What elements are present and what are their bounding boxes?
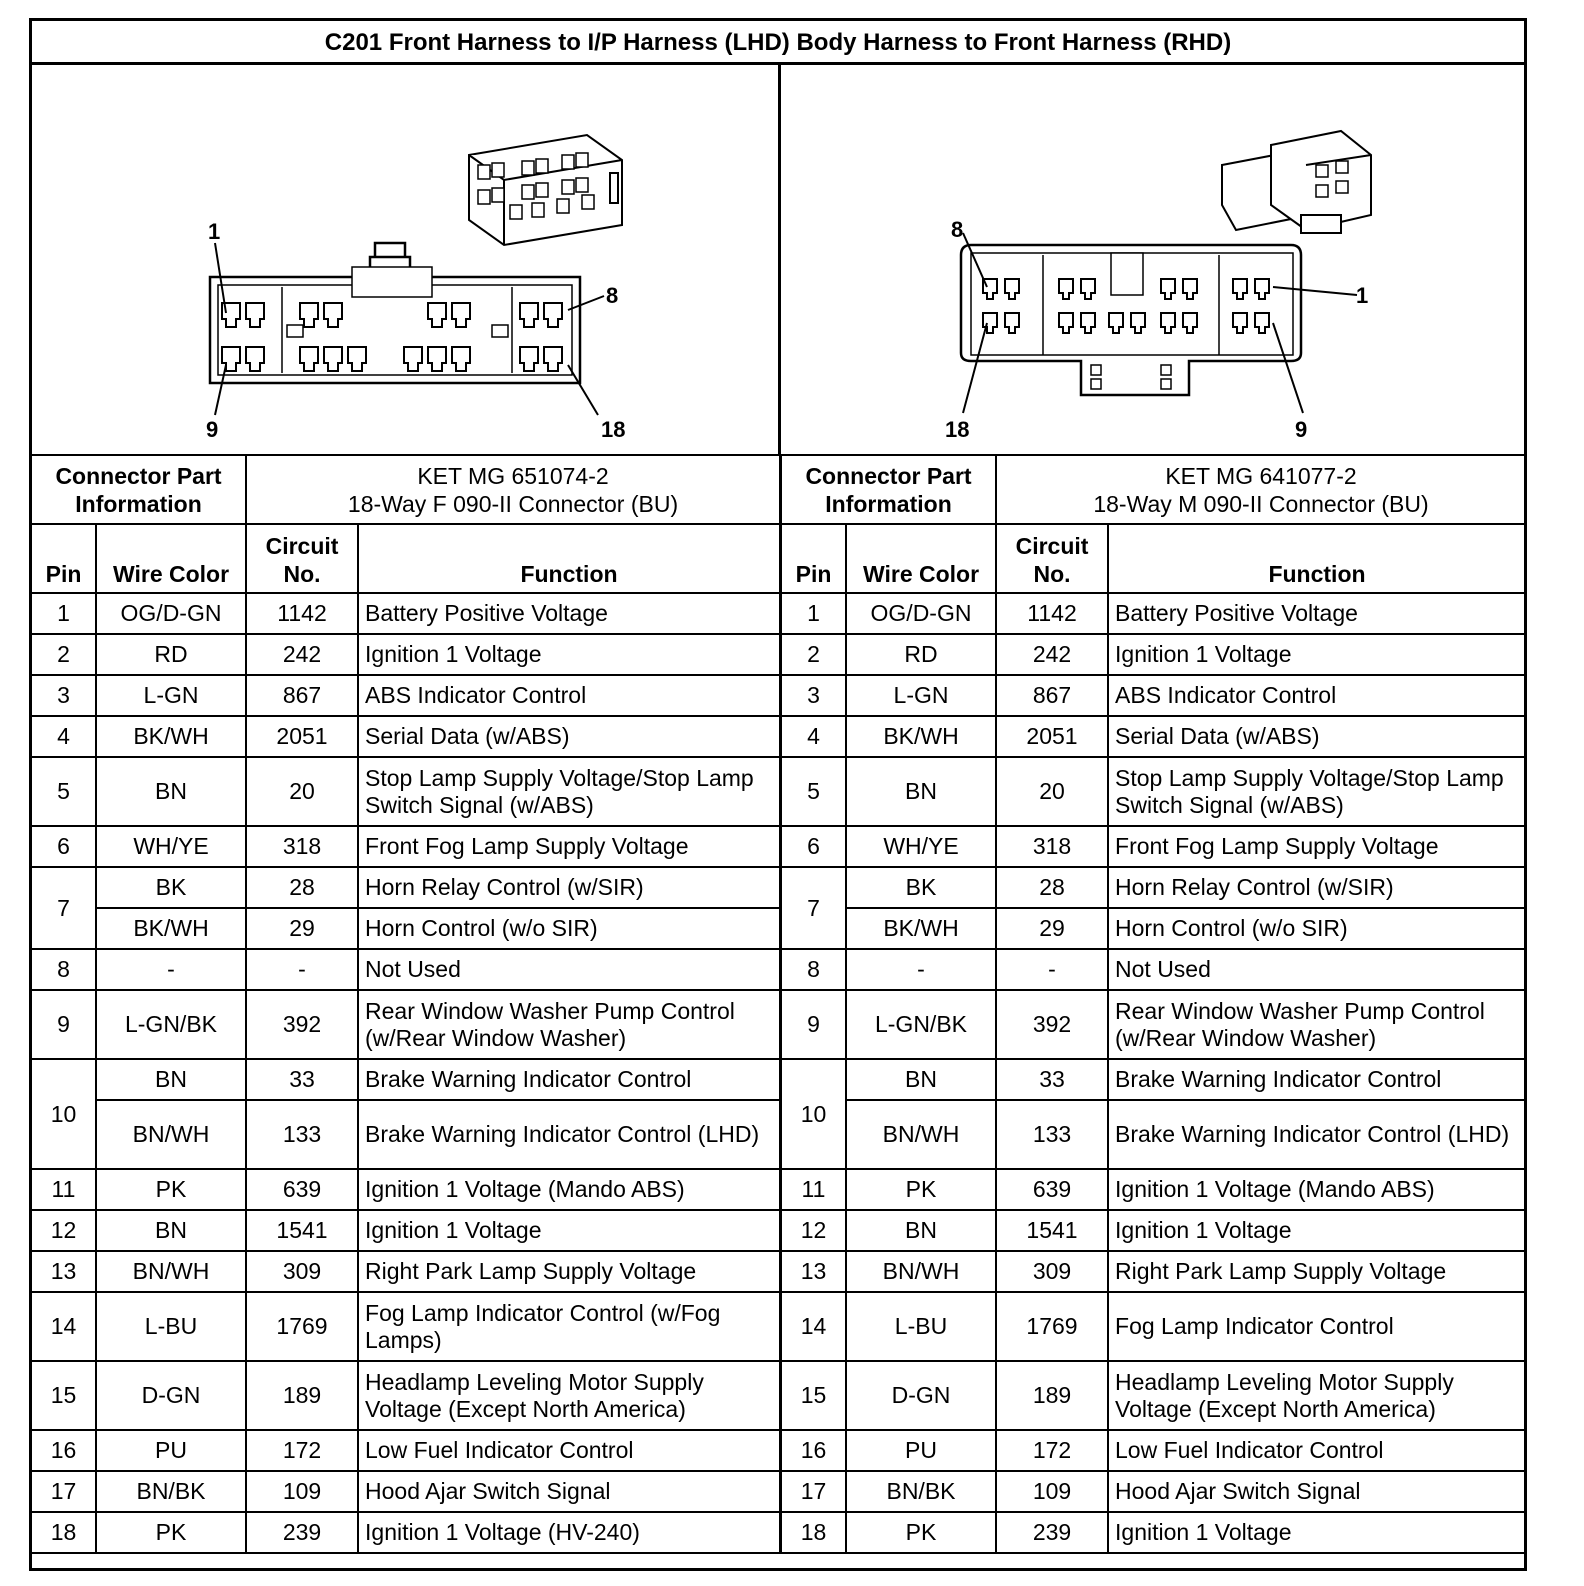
- function-cell: Right Park Lamp Supply Voltage: [1108, 1251, 1526, 1292]
- wire-color-cell: BK/WH: [846, 716, 996, 757]
- circuit-cell: 318: [246, 826, 358, 867]
- table-row: [781, 634, 1526, 675]
- table-row: [31, 634, 780, 675]
- circuit-cell: 1142: [996, 593, 1108, 634]
- table-row: [31, 1100, 780, 1169]
- circuit-cell: 29: [996, 908, 1108, 949]
- circuit-cell: 33: [996, 1059, 1108, 1100]
- function-cell: Headlamp Leveling Motor Supply Voltage (Except North America): [358, 1361, 780, 1430]
- table-row: [31, 1251, 780, 1292]
- connector-sheet: [29, 18, 1527, 1571]
- pin-label-1: 1: [208, 219, 221, 244]
- pin-label-8: 8: [951, 217, 964, 242]
- part-number: KET MG 641077-2: [1165, 462, 1357, 489]
- wire-color-cell: BN/WH: [846, 1100, 996, 1169]
- function-cell: Ignition 1 Voltage: [1108, 1512, 1526, 1553]
- pin-cell: 16: [781, 1430, 846, 1471]
- function-cell: Ignition 1 Voltage: [1108, 634, 1526, 675]
- pin-label-1: 1: [1356, 283, 1369, 308]
- table-row: [31, 675, 780, 716]
- table-row: [31, 716, 780, 757]
- table-row: [31, 949, 780, 990]
- circuit-cell: 867: [246, 675, 358, 716]
- function-cell: Horn Relay Control (w/SIR): [358, 867, 780, 908]
- circuit-cell: 133: [996, 1100, 1108, 1169]
- function-cell: Not Used: [1108, 949, 1526, 990]
- header-circuit-line1: Circuit: [1015, 533, 1089, 559]
- pin-cell: 5: [781, 757, 846, 826]
- table-row: [781, 1059, 1526, 1100]
- table-row: [781, 990, 1526, 1059]
- pin-cell: 14: [781, 1292, 846, 1361]
- wire-color-cell: -: [96, 949, 246, 990]
- pin-cell: 11: [781, 1169, 846, 1210]
- circuit-cell: 33: [246, 1059, 358, 1100]
- circuit-cell: 1769: [246, 1292, 358, 1361]
- circuit-cell: 109: [996, 1471, 1108, 1512]
- header-circuit-line1: Circuit: [265, 533, 339, 559]
- right-connector-diagram: [781, 65, 1524, 454]
- circuit-cell: 20: [246, 757, 358, 826]
- header-function: Function: [358, 524, 780, 593]
- function-cell: Brake Warning Indicator Control (LHD): [1108, 1100, 1526, 1169]
- header-circuit-line2: No.: [283, 561, 321, 587]
- function-cell: Fog Lamp Indicator Control (w/Fog Lamps): [358, 1292, 780, 1361]
- pin-label-18: 18: [601, 417, 626, 442]
- pin-cell: 8: [31, 949, 96, 990]
- function-cell: Ignition 1 Voltage: [358, 634, 780, 675]
- circuit-cell: 29: [246, 908, 358, 949]
- pin-cell: 12: [31, 1210, 96, 1251]
- wire-color-cell: BN/BK: [846, 1471, 996, 1512]
- table-row: [781, 1169, 1526, 1210]
- function-cell: Battery Positive Voltage: [1108, 593, 1526, 634]
- wire-color-cell: RD: [846, 634, 996, 675]
- wire-color-cell: L-GN/BK: [846, 990, 996, 1059]
- wire-color-cell: RD: [96, 634, 246, 675]
- part-info-label: Connector Part Information: [31, 455, 246, 524]
- pin-cell: 18: [31, 1512, 96, 1553]
- connector-3d-icon: [469, 135, 622, 245]
- wire-color-cell: BK: [96, 867, 246, 908]
- pin-cell: 10: [781, 1059, 846, 1169]
- wire-color-cell: L-BU: [846, 1292, 996, 1361]
- male-connector-drawing: [781, 65, 1524, 454]
- function-cell: Serial Data (w/ABS): [358, 716, 780, 757]
- function-cell: Ignition 1 Voltage (HV-240): [358, 1512, 780, 1553]
- circuit-cell: 2051: [996, 716, 1108, 757]
- wire-color-cell: BN: [96, 1059, 246, 1100]
- part-number-cell: [996, 455, 1526, 524]
- pin-cell: 13: [781, 1251, 846, 1292]
- wire-color-cell: PK: [96, 1512, 246, 1553]
- table-row: [781, 1292, 1526, 1361]
- wire-color-cell: OG/D-GN: [846, 593, 996, 634]
- table-row: [31, 1210, 780, 1251]
- table-row: [781, 1430, 1526, 1471]
- function-cell: Brake Warning Indicator Control: [1108, 1059, 1526, 1100]
- function-cell: Right Park Lamp Supply Voltage: [358, 1251, 780, 1292]
- pin-cell: 1: [31, 593, 96, 634]
- wire-color-cell: -: [846, 949, 996, 990]
- table-row: [31, 1512, 780, 1553]
- table-row: [31, 593, 780, 634]
- part-info-label: Connector Part Information: [781, 455, 996, 524]
- circuit-cell: 239: [996, 1512, 1108, 1553]
- wire-color-cell: L-GN/BK: [96, 990, 246, 1059]
- pin-cell: 6: [31, 826, 96, 867]
- wire-color-cell: BK/WH: [96, 908, 246, 949]
- wire-color-cell: OG/D-GN: [96, 593, 246, 634]
- pin-cell: 9: [31, 990, 96, 1059]
- function-cell: Headlamp Leveling Motor Supply Voltage (Except North America): [1108, 1361, 1526, 1430]
- wire-color-cell: PU: [96, 1430, 246, 1471]
- pin-cell: 4: [781, 716, 846, 757]
- circuit-cell: -: [246, 949, 358, 990]
- wire-color-cell: BK: [846, 867, 996, 908]
- circuit-cell: 172: [246, 1430, 358, 1471]
- female-connector-drawing: [32, 65, 778, 454]
- wire-color-cell: PK: [846, 1169, 996, 1210]
- circuit-cell: 1142: [246, 593, 358, 634]
- function-cell: Front Fog Lamp Supply Voltage: [358, 826, 780, 867]
- pin-label-18: 18: [945, 417, 970, 442]
- pin-cell: 2: [781, 634, 846, 675]
- pin-cell: 10: [31, 1059, 96, 1169]
- header-function: Function: [1108, 524, 1526, 593]
- wire-color-cell: BN: [846, 1059, 996, 1100]
- circuit-cell: 392: [246, 990, 358, 1059]
- table-row: [781, 826, 1526, 867]
- pin-cell: 5: [31, 757, 96, 826]
- table-row: [31, 1430, 780, 1471]
- function-cell: Ignition 1 Voltage: [358, 1210, 780, 1251]
- pin-cell: 17: [781, 1471, 846, 1512]
- column-header-row: [781, 524, 1526, 593]
- table-row: [781, 716, 1526, 757]
- table-row: [31, 1361, 780, 1430]
- pin-cell: 8: [781, 949, 846, 990]
- circuit-cell: 1769: [996, 1292, 1108, 1361]
- left-connector-diagram: [32, 65, 781, 454]
- column-header-row: [31, 524, 780, 593]
- pin-cell: 7: [31, 867, 96, 949]
- wire-color-cell: BN: [846, 757, 996, 826]
- wire-color-cell: D-GN: [96, 1361, 246, 1430]
- left-pinout-table: [30, 454, 781, 1554]
- table-row: [781, 1251, 1526, 1292]
- circuit-cell: 172: [996, 1430, 1108, 1471]
- circuit-cell: 318: [996, 826, 1108, 867]
- function-cell: Horn Control (w/o SIR): [1108, 908, 1526, 949]
- function-cell: Front Fog Lamp Supply Voltage: [1108, 826, 1526, 867]
- pin-cell: 11: [31, 1169, 96, 1210]
- table-row: [781, 1471, 1526, 1512]
- pin-cell: 18: [781, 1512, 846, 1553]
- circuit-cell: 20: [996, 757, 1108, 826]
- table-row: [31, 826, 780, 867]
- wire-color-cell: PU: [846, 1430, 996, 1471]
- pin-cell: 13: [31, 1251, 96, 1292]
- page-title: C201 Front Harness to I/P Harness (LHD) Body Harness to Front Harness (RHD): [32, 21, 1524, 65]
- right-pinout-table: [780, 454, 1527, 1554]
- wire-color-cell: D-GN: [846, 1361, 996, 1430]
- connector-3d-icon: [1222, 131, 1371, 233]
- circuit-cell: 189: [996, 1361, 1108, 1430]
- function-cell: Battery Positive Voltage: [358, 593, 780, 634]
- part-info-row: [781, 455, 1526, 524]
- circuit-cell: 639: [246, 1169, 358, 1210]
- wire-color-cell: BN/WH: [96, 1251, 246, 1292]
- header-wire-color: Wire Color: [846, 524, 996, 593]
- table-row: [781, 1361, 1526, 1430]
- table-row: [781, 1512, 1526, 1553]
- pin-cell: 15: [781, 1361, 846, 1430]
- function-cell: ABS Indicator Control: [1108, 675, 1526, 716]
- table-row: [31, 1292, 780, 1361]
- pin-cell: 4: [31, 716, 96, 757]
- part-number-cell: [246, 455, 780, 524]
- table-row: [31, 990, 780, 1059]
- pin-cell: 1: [781, 593, 846, 634]
- function-cell: Hood Ajar Switch Signal: [358, 1471, 780, 1512]
- header-wire-color: Wire Color: [96, 524, 246, 593]
- function-cell: Brake Warning Indicator Control (LHD): [358, 1100, 780, 1169]
- wire-color-cell: BN/BK: [96, 1471, 246, 1512]
- pin-cell: 7: [781, 867, 846, 949]
- function-cell: Serial Data (w/ABS): [1108, 716, 1526, 757]
- pin-label-8: 8: [606, 283, 619, 308]
- wire-color-cell: BN: [96, 1210, 246, 1251]
- wire-color-cell: WH/YE: [96, 826, 246, 867]
- wire-color-cell: L-BU: [96, 1292, 246, 1361]
- wire-color-cell: BN: [846, 1210, 996, 1251]
- circuit-cell: 189: [246, 1361, 358, 1430]
- circuit-cell: 239: [246, 1512, 358, 1553]
- table-row: [781, 949, 1526, 990]
- table-row: [31, 1471, 780, 1512]
- wire-color-cell: WH/YE: [846, 826, 996, 867]
- function-cell: Not Used: [358, 949, 780, 990]
- table-row: [781, 1100, 1526, 1169]
- wire-color-cell: BK/WH: [96, 716, 246, 757]
- table-row: [31, 1169, 780, 1210]
- wire-color-cell: BN: [96, 757, 246, 826]
- wire-color-cell: BK/WH: [846, 908, 996, 949]
- function-cell: Ignition 1 Voltage: [1108, 1210, 1526, 1251]
- header-circuit: [246, 524, 358, 593]
- table-row: [781, 757, 1526, 826]
- table-row: [781, 1210, 1526, 1251]
- circuit-cell: 867: [996, 675, 1108, 716]
- circuit-cell: 1541: [246, 1210, 358, 1251]
- function-cell: Brake Warning Indicator Control: [358, 1059, 780, 1100]
- circuit-cell: 242: [996, 634, 1108, 675]
- function-cell: Hood Ajar Switch Signal: [1108, 1471, 1526, 1512]
- circuit-cell: 109: [246, 1471, 358, 1512]
- wire-color-cell: PK: [846, 1512, 996, 1553]
- circuit-cell: 2051: [246, 716, 358, 757]
- function-cell: Rear Window Washer Pump Control (w/Rear Window Washer): [358, 990, 780, 1059]
- function-cell: Low Fuel Indicator Control: [1108, 1430, 1526, 1471]
- function-cell: Fog Lamp Indicator Control: [1108, 1292, 1526, 1361]
- table-row: [781, 593, 1526, 634]
- header-pin: Pin: [781, 524, 846, 593]
- header-circuit: [996, 524, 1108, 593]
- pin-label-9: 9: [1295, 417, 1308, 442]
- header-pin: Pin: [31, 524, 96, 593]
- circuit-cell: 133: [246, 1100, 358, 1169]
- circuit-cell: 242: [246, 634, 358, 675]
- circuit-cell: 1541: [996, 1210, 1108, 1251]
- pin-cell: 16: [31, 1430, 96, 1471]
- table-row: [31, 757, 780, 826]
- function-cell: Horn Control (w/o SIR): [358, 908, 780, 949]
- pin-cell: 12: [781, 1210, 846, 1251]
- part-description: 18-Way M 090-II Connector (BU): [1093, 490, 1429, 517]
- function-cell: Stop Lamp Supply Voltage/Stop Lamp Switch Signal (w/ABS): [358, 757, 780, 826]
- table-row: [781, 675, 1526, 716]
- wire-color-cell: PK: [96, 1169, 246, 1210]
- table-row: [31, 867, 780, 908]
- part-description: 18-Way F 090-II Connector (BU): [347, 490, 679, 517]
- pin-cell: 2: [31, 634, 96, 675]
- circuit-cell: 309: [246, 1251, 358, 1292]
- pin-label-9: 9: [206, 417, 219, 442]
- function-cell: ABS Indicator Control: [358, 675, 780, 716]
- pin-cell: 9: [781, 990, 846, 1059]
- circuit-cell: 639: [996, 1169, 1108, 1210]
- pin-cell: 3: [31, 675, 96, 716]
- wire-color-cell: L-GN: [846, 675, 996, 716]
- function-cell: Low Fuel Indicator Control: [358, 1430, 780, 1471]
- table-row: [31, 908, 780, 949]
- pin-cell: 3: [781, 675, 846, 716]
- pin-cell: 14: [31, 1292, 96, 1361]
- function-cell: Horn Relay Control (w/SIR): [1108, 867, 1526, 908]
- pin-cell: 6: [781, 826, 846, 867]
- function-cell: Rear Window Washer Pump Control (w/Rear Window Washer): [1108, 990, 1526, 1059]
- pin-cell: 15: [31, 1361, 96, 1430]
- circuit-cell: 28: [996, 867, 1108, 908]
- pin-cell: 17: [31, 1471, 96, 1512]
- part-number: KET MG 651074-2: [417, 462, 609, 489]
- wire-color-cell: L-GN: [96, 675, 246, 716]
- table-row: [31, 1059, 780, 1100]
- circuit-cell: 392: [996, 990, 1108, 1059]
- wire-color-cell: BN/WH: [846, 1251, 996, 1292]
- table-row: [781, 908, 1526, 949]
- circuit-cell: -: [996, 949, 1108, 990]
- function-cell: Ignition 1 Voltage (Mando ABS): [1108, 1169, 1526, 1210]
- function-cell: Stop Lamp Supply Voltage/Stop Lamp Switch Signal (w/ABS): [1108, 757, 1526, 826]
- table-row: [781, 867, 1526, 908]
- function-cell: Ignition 1 Voltage (Mando ABS): [358, 1169, 780, 1210]
- header-circuit-line2: No.: [1033, 561, 1071, 587]
- wire-color-cell: BN/WH: [96, 1100, 246, 1169]
- circuit-cell: 28: [246, 867, 358, 908]
- part-info-row: [31, 455, 780, 524]
- circuit-cell: 309: [996, 1251, 1108, 1292]
